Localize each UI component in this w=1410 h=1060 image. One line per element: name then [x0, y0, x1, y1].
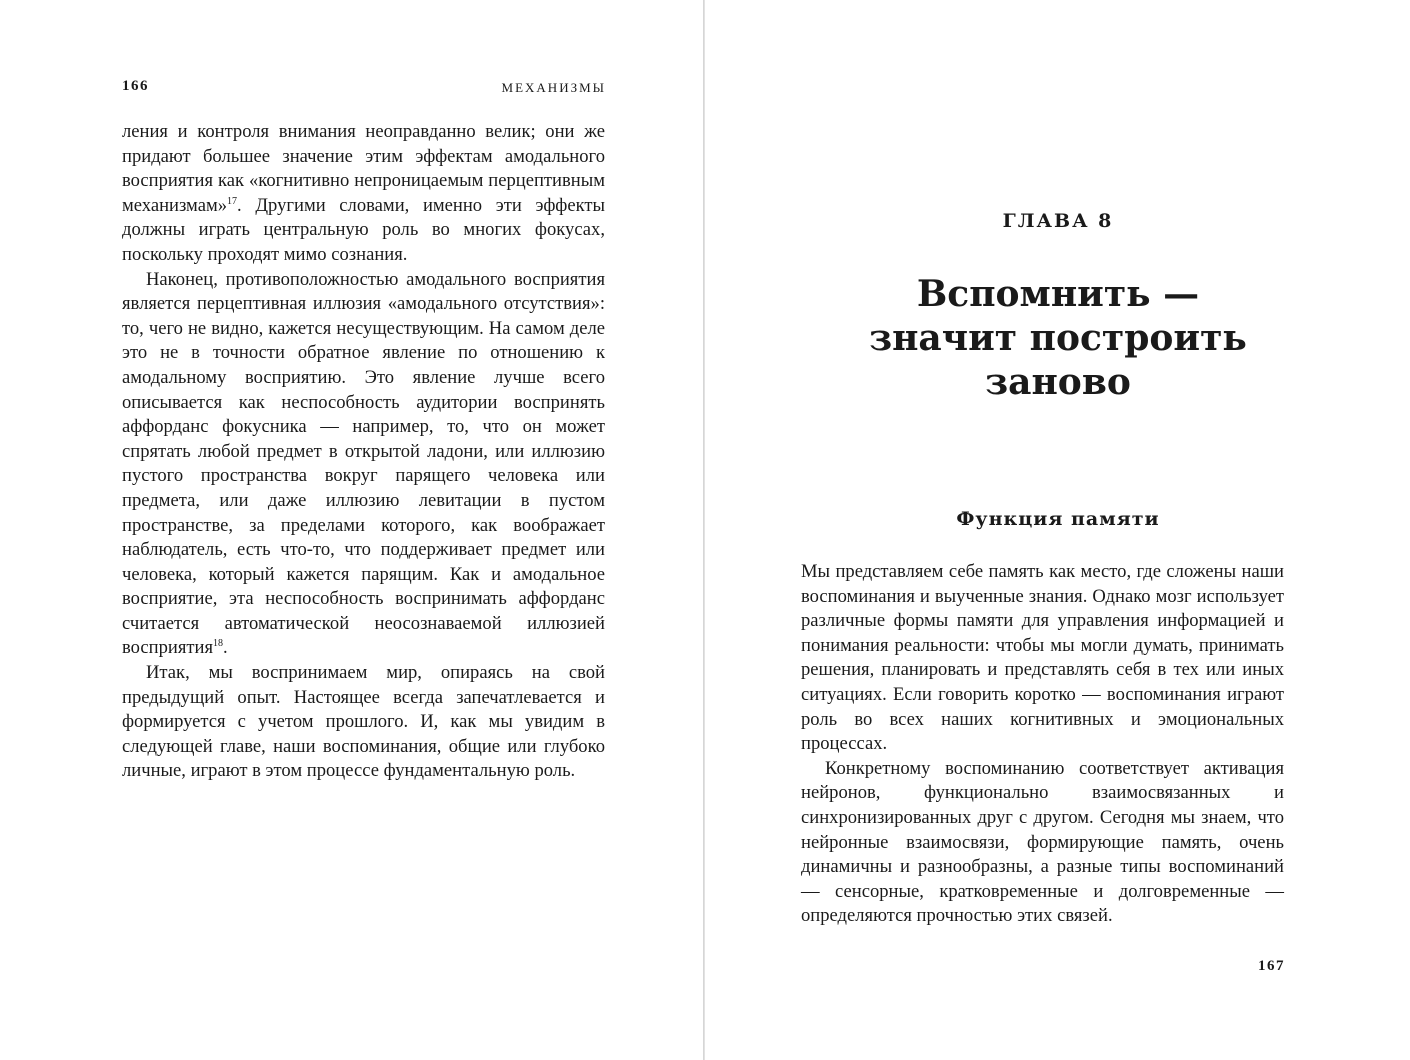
- body-text: [122, 120, 605, 784]
- paragraph-text: Наконец, противоположностью амодального восприятия является перцептивная иллюзия «амодального отсутствия»: то, чего не видно, кажется несуществующим. На самом деле это не в точности обратное явление по отношению к амодальному восприятию. Это явление лучше всего описывается как неспособность аудитории воспринять аффорданс фокусника — например, то, что он может спрятать любой предмет в открытой ладони, или иллюзию пустого пространства вокруг парящего человека или предмета, или даже иллюзию левитации в пустом пространстве, за пределами которого, как воображает наблюдатель, есть что-то, что поддерживает предмет или человека, который кажется парящим. Как и амодальное восприятие, эта неспособность воспринимать аффорданс считается автоматической неосознаваемой иллюзией восприятия: [122, 268, 605, 659]
- paragraph-tail: . Другими словами, именно эти эффекты должны играть центральную роль во многих фокусах, поскольку проходят мимо сознания.: [122, 194, 605, 265]
- body-text: [801, 560, 1284, 929]
- chapter-title-line: значит построить: [869, 317, 1247, 359]
- section-heading: Функция памяти: [956, 508, 1160, 530]
- footnote-ref: 17: [227, 195, 238, 207]
- chapter-label: ГЛАВА 8: [1002, 210, 1114, 232]
- paragraph-text: ления и контроля внимания неоправданно велик; они же придают большее значение этим эффектам амодального восприятия как «когнитивно непроницаемым перцептивным механизмам»: [122, 121, 605, 216]
- book-gutter: [703, 0, 705, 1060]
- left-page: [0, 0, 703, 1060]
- footnote-ref: 18: [213, 638, 224, 650]
- paragraph: [122, 120, 605, 268]
- paragraph-text: Мы представляем себе память как место, где сложены наши воспоминания и выученные знания. Однако мозг использует различные формы памяти для управления информацией и понимания реальности: чтобы мы могли думать, принимать решения, планировать и представлять себя в тех или иных ситуациях. Если говорить коротко — воспоминания играют роль во всех наших когнитивных и эмоциональных процессах.: [801, 561, 1284, 755]
- right-page: [706, 0, 1410, 1060]
- paragraph-text: Итак, мы воспринимаем мир, опираясь на свой предыдущий опыт. Настоящее всегда запечатлевается и формируется с учетом прошлого. И, как мы увидим в следующей главе, наши воспоминания, общие или глубоко личные, играют в этом процессе фундаментальную роль.: [122, 662, 605, 782]
- paragraph-text: Конкретному воспоминанию соответствует активация нейронов, функционально взаимосвязанных и синхронизированных друг с другом. Сегодня мы знаем, что нейронные взаимосвязи, формирующие память, очень динамичны и разнообразны, а разные типы воспоминаний — сенсорные, кратковременные и долговременные — определяются прочностью этих связей.: [801, 757, 1284, 927]
- chapter-title: [706, 272, 1410, 404]
- paragraph: [122, 661, 605, 784]
- running-head: МЕХАНИЗМЫ: [501, 80, 606, 95]
- chapter-title-line: Вспомнить —: [916, 273, 1200, 315]
- page-number: 167: [1258, 958, 1285, 974]
- paragraph: [801, 757, 1284, 929]
- chapter-title-line: заново: [985, 361, 1131, 403]
- paragraph: [122, 268, 605, 662]
- paragraph: [801, 560, 1284, 757]
- paragraph-tail: .: [223, 637, 228, 659]
- page-number: 166: [122, 78, 149, 94]
